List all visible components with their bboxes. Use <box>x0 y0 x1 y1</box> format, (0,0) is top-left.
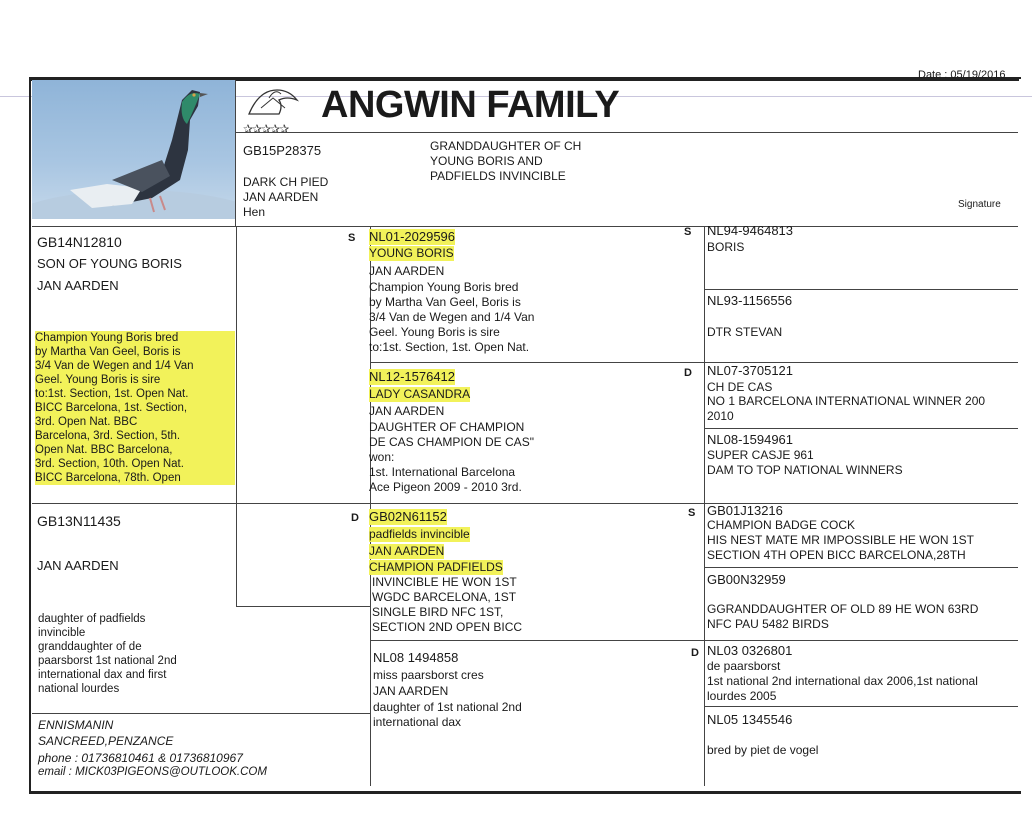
ggp-sds-ring: NL07-3705121 <box>707 363 794 378</box>
gp-dd-breeder: JAN AARDEN <box>373 684 449 698</box>
gp-ds-notes: INVINCIBLE HE WON 1ST WGDC BARCELONA, 1ST SINGLE BIRD NFC 1ST, SECTION 2ND OPEN BICC <box>372 575 523 634</box>
page-title: ANGWIN FAMILY <box>321 84 620 126</box>
date-label: Date : 05/19/2016 <box>918 69 1006 81</box>
bird-description: GRANDDAUGHTER OF CH YOUNG BORIS AND PADFIELDS INVINCIBLE <box>430 139 582 183</box>
ggp-sss-ring: NL94-9464813 <box>707 223 794 238</box>
ggp-dss-ring: GB01J13216 <box>707 503 783 518</box>
gp-ds-name: padfields invincible <box>369 527 470 541</box>
ggp-ssd-ring: NL93-1156556 <box>707 293 793 308</box>
ggp-sds-notes: NO 1 BARCELONA INTERNATIONAL WINNER 200 2010 <box>707 394 986 423</box>
gp-divider-3 <box>370 640 1018 641</box>
pigeon-icon <box>32 80 235 219</box>
ggp-sss-name: BORIS <box>707 240 745 254</box>
ggp-sdd-name: SUPER CASJE 961 <box>707 448 814 462</box>
ggp-ddd-ring: NL05 1345546 <box>707 712 793 727</box>
ggp-sdd-ring: NL08-1594961 <box>707 432 794 447</box>
gp-ss-label: S <box>348 232 356 244</box>
stars-rating: ✰✰✰✰✰ <box>243 122 289 136</box>
gp-dd-notes: daughter of 1st national 2nd international dax <box>373 700 522 729</box>
dam-ring: GB13N11435 <box>37 513 121 529</box>
sire-notes: Champion Young Boris bred by Martha Van Geel, Boris is 3/4 Van de Wegen and 1/4 Van Geel. Young Boris is sire to:1st. Section, 1st. Open Nat. BICC Barcelona, 1st. Section, 3rd. Open Nat. BBC Barcelona, 3rd. Section, 5th. Open Nat. BBC Barcelona, 3rd. Section, 10th. Open Nat. BICC Barcelona, 78th. Open <box>35 331 235 485</box>
title-divider <box>235 132 1018 133</box>
ggp-dss-notes: HIS NEST MATE MR IMPOSSIBLE HE WON 1ST SECTION 4TH OPEN BICC BARCELONA,28TH <box>707 533 974 562</box>
dam-breeder: JAN AARDEN <box>37 558 119 573</box>
bird-breeder: JAN AARDEN <box>243 190 319 204</box>
bird-ring: GB15P28375 <box>243 143 322 158</box>
gp-ds-notes-highlight: CHAMPION PADFIELDS <box>369 560 503 574</box>
ggp-dds-ring: NL03 0326801 <box>707 643 793 658</box>
ggp-divider-1 <box>704 289 1018 290</box>
owner-email: email : MICK03PIGEONS@OUTLOOK.COM <box>38 766 267 778</box>
ggp-dsd-notes: GGRANDDAUGHTER OF OLD 89 HE WON 63RD NFC PAU 5482 BIRDS <box>707 602 979 631</box>
owner-phone: phone : 01736810461 & 01736810967 <box>38 751 243 765</box>
gp-ds-ring: GB02N61152 <box>369 509 447 524</box>
gp-sd-name: LADY CASANDRA <box>369 387 471 401</box>
ggp-ssd-name: DTR STEVAN <box>707 325 783 339</box>
dam-notes: daughter of padfields invincible granddaughter of de paarsborst 1st national 2nd international dax and first national lourdes <box>38 613 177 695</box>
gp-ds-breeder: JAN AARDEN <box>369 544 445 558</box>
ggp-divider-4 <box>704 706 1018 707</box>
gp-sd-ring: NL12-1576412 <box>369 369 456 384</box>
gp-divider-1 <box>370 362 1018 363</box>
bird-sex: Hen <box>243 205 266 219</box>
sire-dam-divider <box>32 503 1018 504</box>
header-divider <box>32 226 1018 227</box>
ggp-divider-3 <box>704 567 1018 568</box>
ggp-dsd-ring: GB00N32959 <box>707 572 786 587</box>
ggp-sds-name: CH DE CAS <box>707 380 773 394</box>
col1-divider <box>236 226 237 606</box>
owner-line2: SANCREED,PENZANCE <box>38 734 174 748</box>
owner-line1: ENNISMANIN <box>38 718 114 732</box>
pigeon-photo <box>32 80 235 219</box>
ggp-divider-2 <box>704 428 1018 429</box>
ggp-sdd-notes: DAM TO TOP NATIONAL WINNERS <box>707 463 903 477</box>
ggp-ddd-notes: bred by piet de vogel <box>707 743 819 757</box>
ggp-dds-label: D <box>691 647 699 659</box>
ggp-dds-notes: 1st national 2nd international dax 2006,1st national lourdes 2005 <box>707 674 978 703</box>
photo-divider <box>235 80 236 226</box>
ggp-sss-label: S <box>684 226 692 238</box>
gp-sd-notes: DAUGHTER OF CHAMPION DE CAS CHAMPION DE CAS" won: 1st. International Barcelona Ace Pigeon 2009 - 2010 3rd. <box>369 420 534 494</box>
gp-ds-label: D <box>351 512 359 524</box>
ggp-dds-name: de paarsborst <box>707 659 781 673</box>
gp-ss-ring: NL01-2029596 <box>369 229 456 244</box>
sire-name: SON OF YOUNG BORIS <box>37 256 182 271</box>
owner-divider <box>32 713 370 714</box>
gp-ss-name: YOUNG BORIS <box>369 246 454 260</box>
sire-breeder: JAN AARDEN <box>37 278 119 293</box>
gp-ss-breeder: JAN AARDEN <box>369 264 445 278</box>
gp-dd-name: miss paarsborst cres <box>373 668 484 682</box>
gp-ss-notes: Champion Young Boris bred by Martha Van Geel, Boris is 3/4 Van de Wegen and 1/4 Van Geel. Young Boris is sire to:1st. Section, 1st. Open Nat. <box>369 280 535 354</box>
gp-sd-breeder: JAN AARDEN <box>369 404 445 418</box>
gp-dd-ring: NL08 1494858 <box>373 650 459 665</box>
sire-ring: GB14N12810 <box>37 234 122 250</box>
signature-label: Signature <box>958 199 1001 210</box>
gp-sd-label: D <box>684 367 692 379</box>
col3-divider <box>704 226 705 786</box>
ggp-dss-label: S <box>688 507 696 519</box>
dam-bracket <box>236 606 370 607</box>
bird-color: DARK CH PIED <box>243 175 329 189</box>
ggp-dss-name: CHAMPION BADGE COCK <box>707 518 856 532</box>
